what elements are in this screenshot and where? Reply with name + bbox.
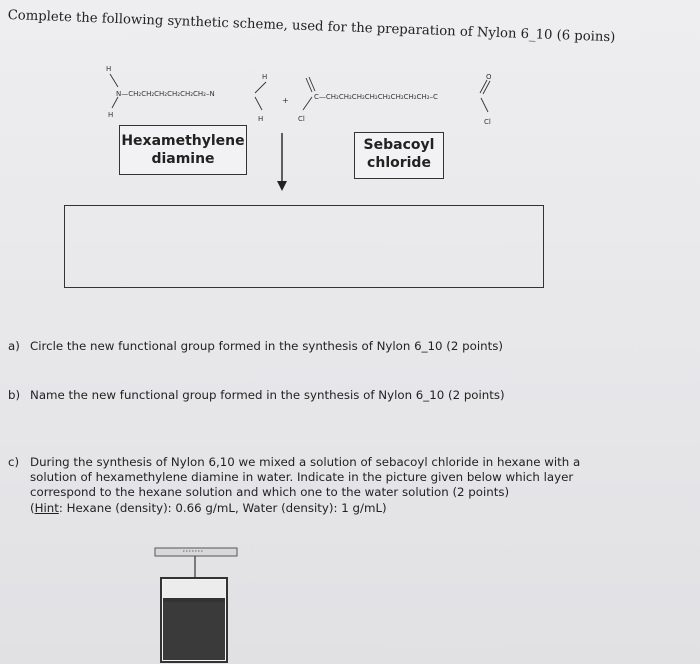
o-right: O (486, 73, 492, 81)
carbonyl-bond (480, 80, 487, 93)
bond (481, 98, 488, 112)
arrow-head (277, 181, 287, 191)
bond (112, 97, 118, 108)
diamine-h-bottom: H (108, 111, 114, 119)
hint-text: : Hexane (density): 0.66 g/mL, Water (density): 1 g/mL) (58, 500, 387, 515)
question-b-text: Name the new functional group formed in the synthesis of Nylon 6_10 (2 points) (30, 388, 505, 402)
hexa-label-line2: diamine (151, 151, 215, 167)
cl-right: Cl (484, 118, 491, 126)
question-c-text: During the synthesis of Nylon 6,10 we mixed a solution of sebacoyl chloride in hexane with a solution of hexamethylene diamine in water. Indicate in the picture given below which layer correspond to the hexane solution and which one to the water solution (2 points) (30, 455, 581, 500)
diamine-chain: N—CH₂CH₂CH₂CH₂CH₂CH₂–N (116, 90, 215, 98)
carbonyl-bond (306, 78, 312, 92)
sebacoyl-chloride-label (354, 132, 444, 179)
hint-open-paren: ( (30, 500, 35, 515)
question-a-tag: a) (8, 339, 20, 353)
plus-sign: + (282, 96, 289, 105)
product-answer-box[interactable] (64, 205, 544, 288)
bond (303, 97, 312, 110)
seba-label-line1: Sebacoyl (363, 137, 435, 153)
bond (110, 74, 118, 87)
beaker-figure (145, 540, 255, 664)
question-a-text: Circle the new functional group formed in the synthesis of Nylon 6_10 (2 points) (30, 339, 503, 353)
diamine-h-right-top: H (262, 73, 268, 81)
diamine-h-top: H (106, 65, 112, 73)
question-b-tag: b) (8, 388, 21, 402)
lower-layer[interactable] (163, 602, 225, 660)
page-title: Complete the following synthetic scheme, used for the preparation of Nylon 6_10 (6 poins) (7, 8, 616, 46)
interface-line (163, 598, 225, 602)
bond (255, 82, 266, 93)
hexa-label-line1: Hexamethylene (121, 133, 245, 149)
hint-keyword: Hint (34, 500, 59, 515)
question-c-body (30, 455, 610, 516)
question-c-tag: c) (8, 455, 20, 469)
cl-left: Cl (298, 115, 305, 123)
beaker-lid (155, 548, 237, 556)
hexamethylene-diamine-label (119, 125, 247, 175)
upper-layer[interactable] (163, 580, 225, 598)
carbonyl-bond (309, 77, 315, 91)
carbonyl-bond (483, 81, 490, 94)
diamine-h-right-bottom: H (258, 115, 264, 123)
acyl-chain: C—CH₂CH₂CH₂CH₂CH₂CH₂CH₂CH₂–C (314, 93, 438, 101)
bond (255, 97, 262, 110)
seba-label-line2: chloride (367, 155, 431, 171)
